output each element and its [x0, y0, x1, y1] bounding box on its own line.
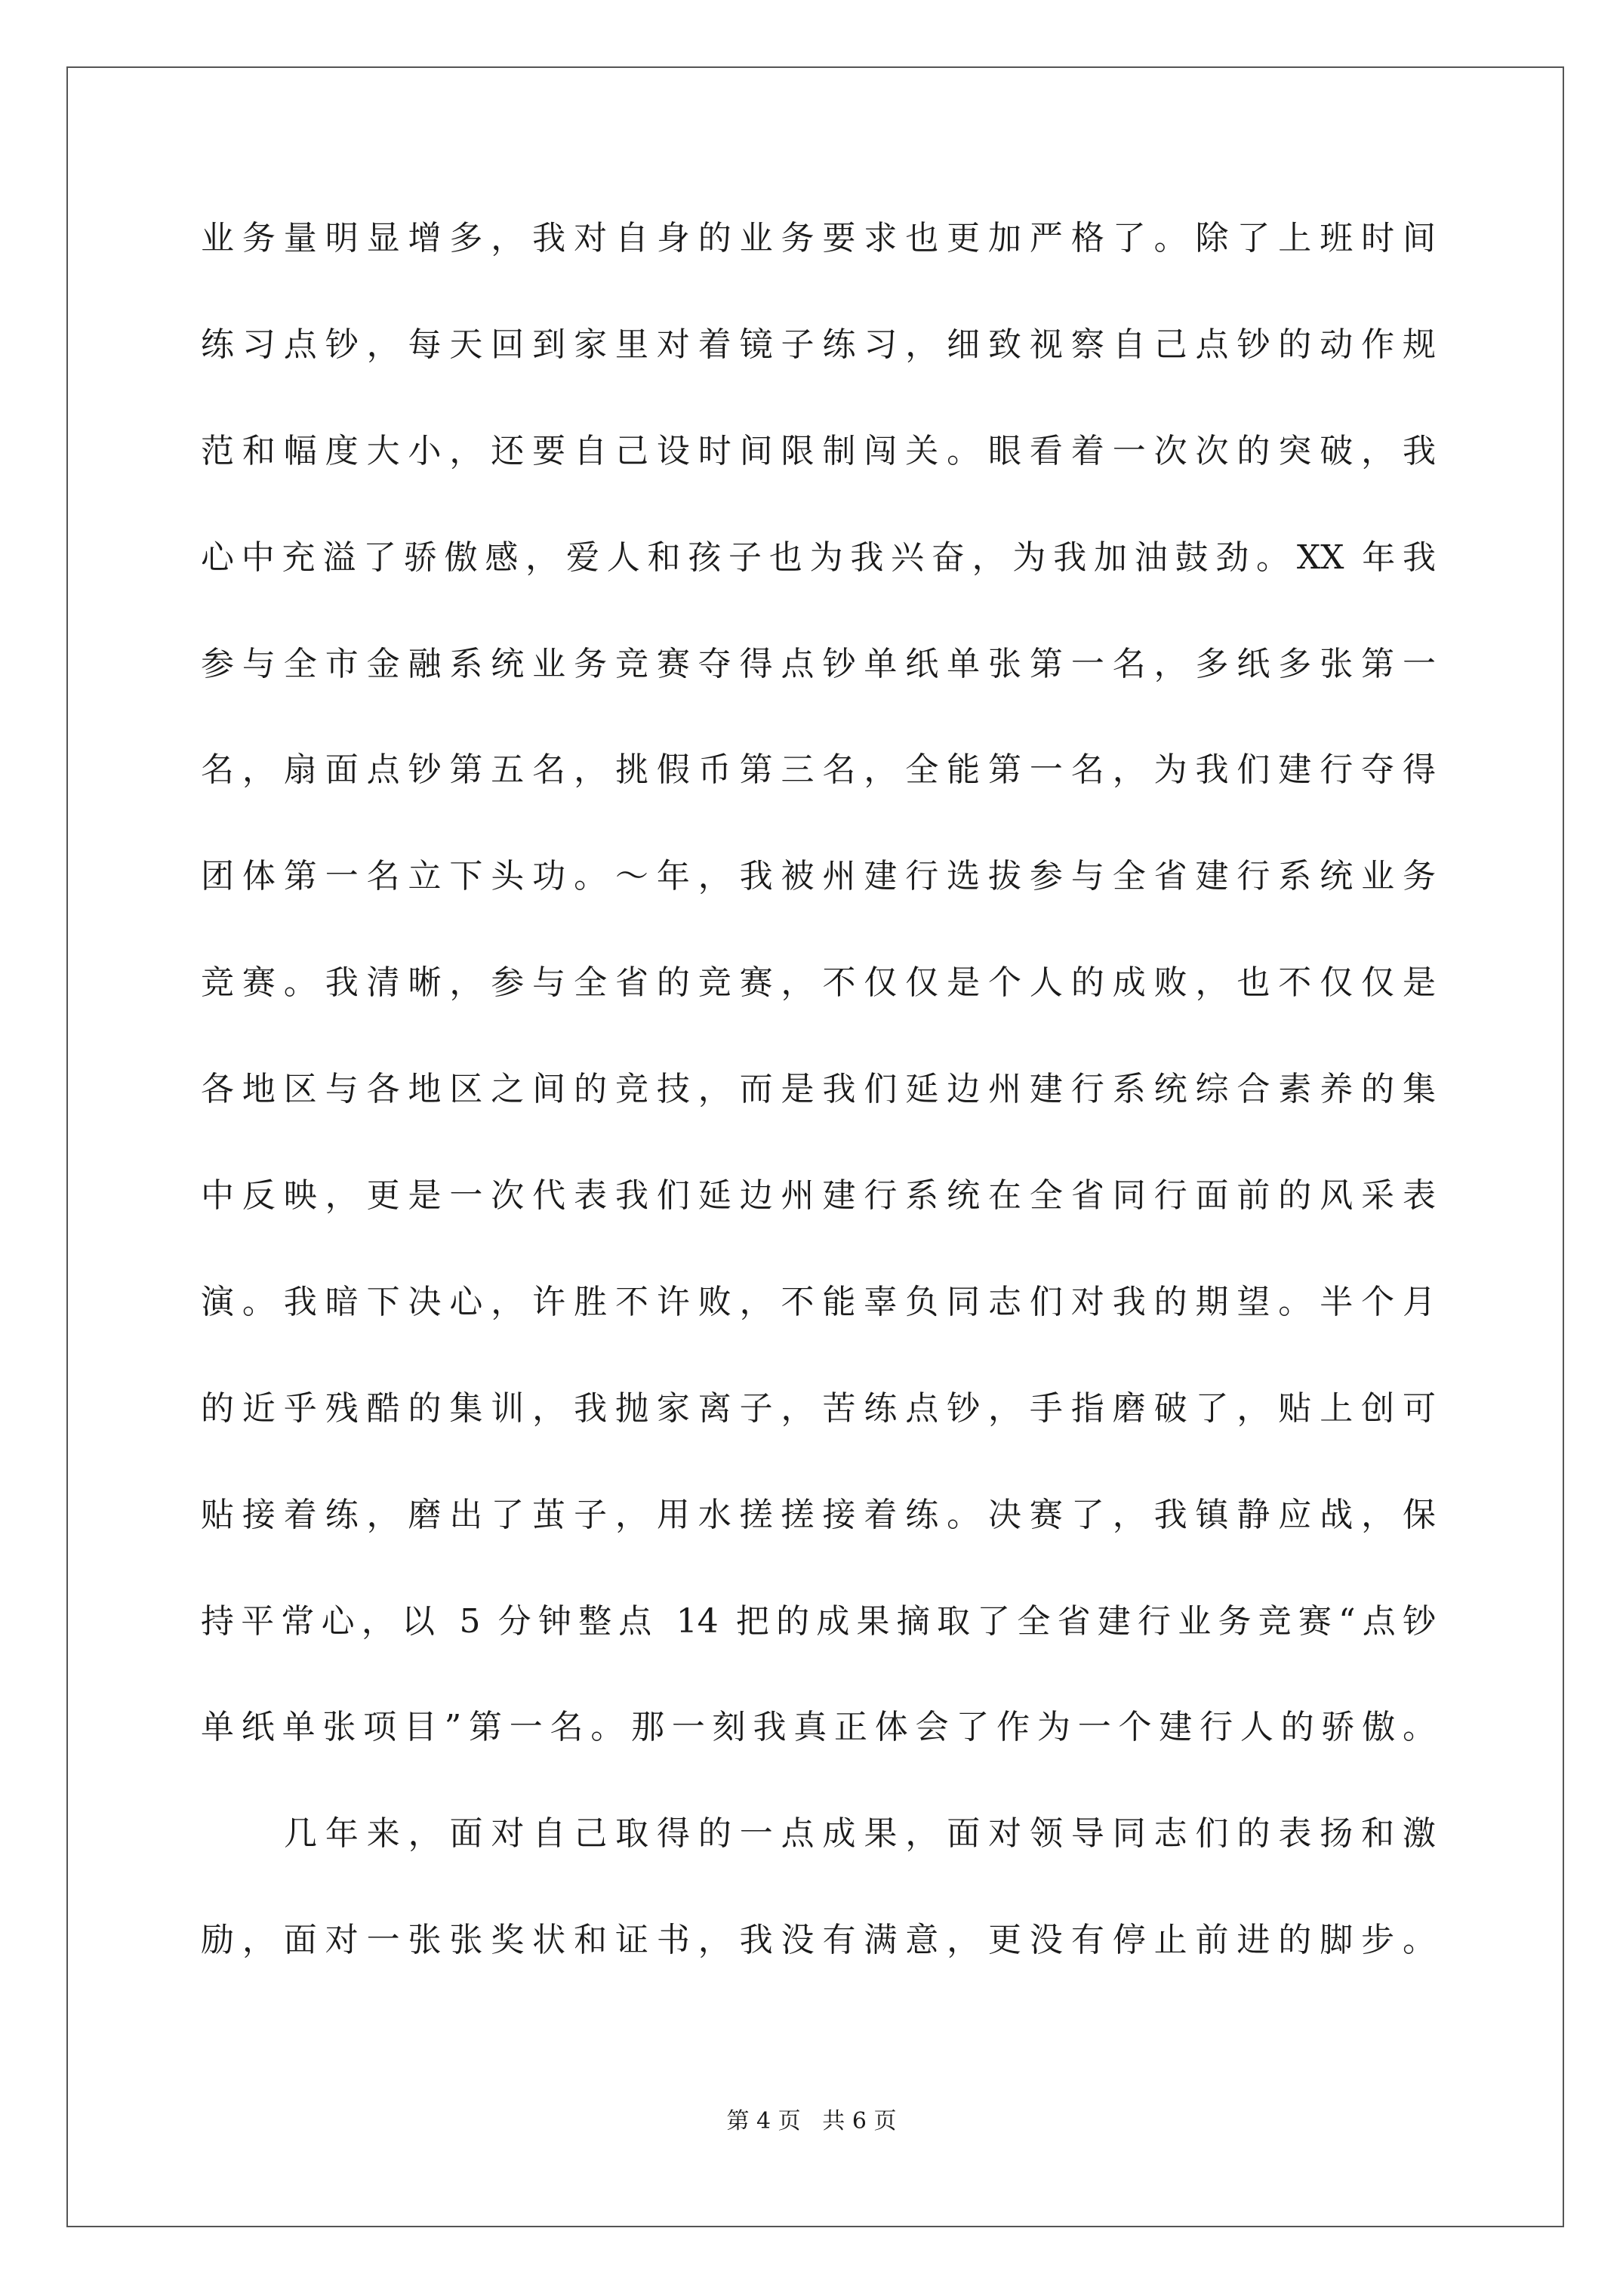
text-line: 各地区与各地区之间的竞技，而是我们延边州建行系统综合素养的集: [201, 1070, 1436, 1109]
text-line: 团体第一名立下头功。～年，我被州建行选拔参与全省建行系统业务: [201, 857, 1436, 896]
text-line: 演。我暗下决心，许胜不许败，不能辜负同志们对我的期望。半个月: [201, 1282, 1436, 1321]
text-line: 励，面对一张张奖状和证书，我没有满意，更没有停止前进的脚步。: [201, 1921, 1436, 1960]
page-footer: [0, 2102, 1623, 2135]
text-line: 贴接着练，磨出了茧子，用水搓搓接着练。决赛了，我镇静应战，保: [201, 1495, 1436, 1534]
text-line: 竞赛。我清晰，参与全省的竞赛，不仅仅是个人的成败，也不仅仅是: [201, 963, 1436, 1003]
page-total: 共 6 页: [822, 2108, 897, 2134]
text-line: 中反映，更是一次代表我们延边州建行系统在全省同行面前的风采表: [201, 1176, 1436, 1216]
text-line: 业务量明显增多，我对自身的业务要求也更加严格了。除了上班时间: [201, 219, 1436, 257]
text-line: 持平常心，以 5 分钟整点 14 把的成果摘取了全省建行业务竞赛“点钞: [201, 1601, 1436, 1641]
text-line: 的近乎残酷的集训，我抛家离子，苦练点钞，手指磨破了，贴上创可: [201, 1388, 1436, 1428]
text-line: 参与全市金融系统业务竞赛夺得点钞单纸单张第一名，多纸多张第一: [201, 644, 1436, 683]
text-line: 心中充溢了骄傲感，爱人和孩子也为我兴奋，为我加油鼓劲。XX 年我: [201, 538, 1436, 577]
document-body: [201, 216, 1436, 2024]
text-line: 练习点钞，每天回到家里对着镜子练习，细致视察自己点钞的动作规: [201, 325, 1436, 364]
page-number: 第 4 页: [726, 2108, 801, 2134]
text-line: 单纸单张项目”第一名。那一刻我真正体会了作为一个建行人的骄傲。: [201, 1708, 1436, 1747]
text-line: 范和幅度大小，还要自己设时间限制闯关。眼看着一次次的突破，我: [201, 431, 1436, 470]
text-line: 名，扇面点钞第五名，挑假币第三名，全能第一名，为我们建行夺得: [201, 750, 1436, 790]
paragraph-first-line: 几年来，面对自己取得的一点成果，面对领导同志们的表扬和激: [284, 1814, 1436, 1854]
